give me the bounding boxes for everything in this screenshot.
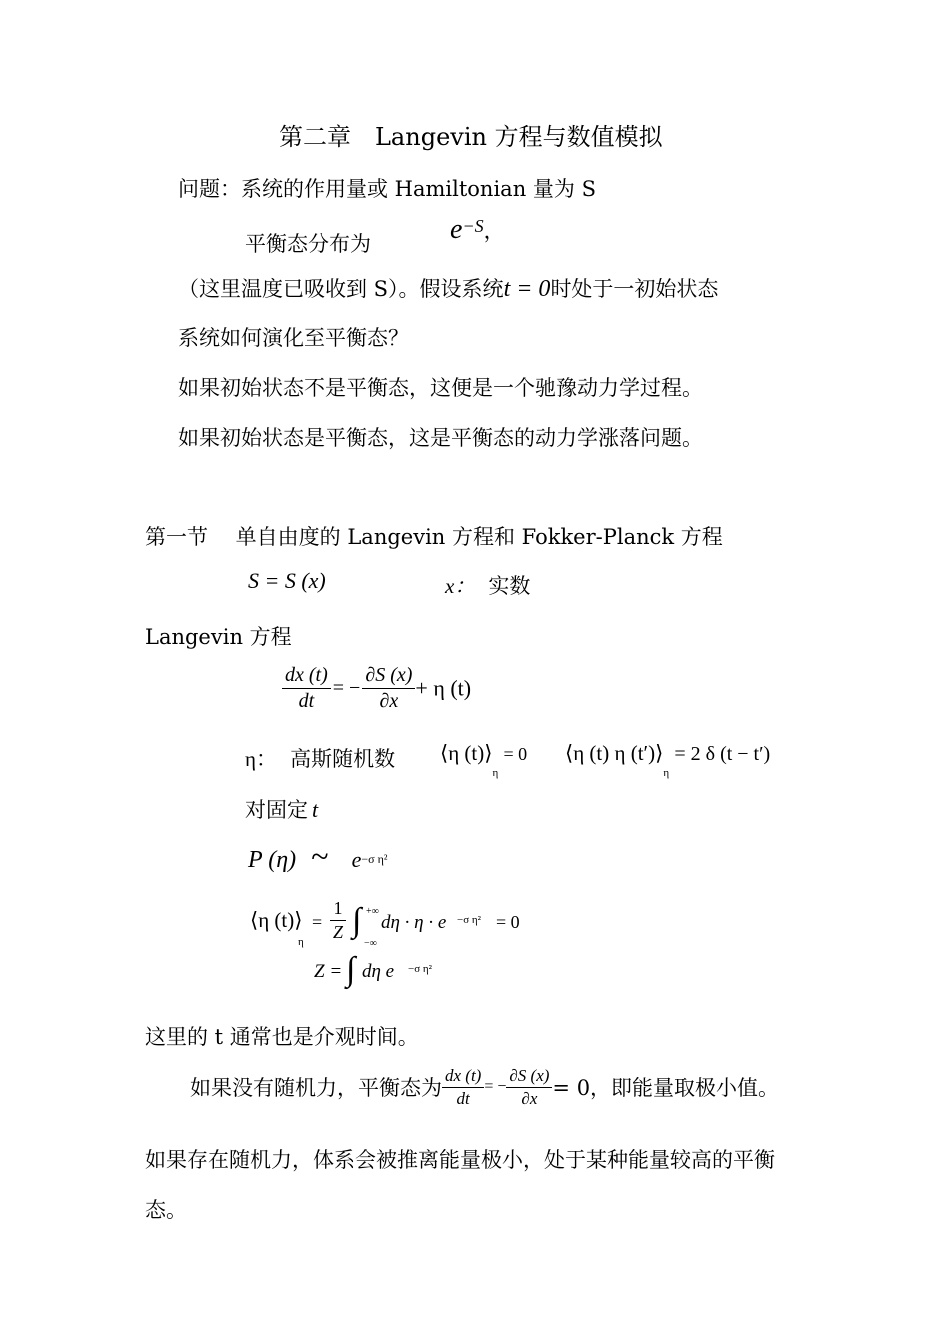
temp-note-suffix: 时处于一初始状态 (550, 277, 719, 301)
no-force-line (190, 1066, 779, 1122)
fixed-t-line (245, 794, 318, 824)
dt-denominator: dt (298, 690, 315, 712)
noise-term: + η (t) (415, 675, 472, 701)
langevin-label: Langevin 方程 (145, 625, 292, 649)
dS-numerator: ∂S (x) (362, 664, 415, 689)
mesoscopic-note: 这里的 t 通常也是介观时间。 (145, 1025, 419, 1049)
Z-def-lhs: Z = (314, 961, 343, 982)
integrand: dη · η · e (381, 912, 447, 933)
x-desc: 实数 (488, 574, 531, 598)
equilibrium-label: 平衡态分布为 (245, 232, 371, 256)
dx-denominator: ∂x (379, 690, 399, 712)
dS-dx-fraction (362, 664, 415, 713)
x-definition (445, 570, 530, 600)
comma: ， (483, 219, 505, 243)
Z-integrand: dη e (362, 961, 395, 982)
langevin-equation (282, 664, 471, 713)
exp-power: −S (462, 216, 484, 236)
question-line: 系统如何演化至平衡态？ (178, 326, 409, 350)
equals-minus: = − (332, 677, 361, 699)
problem-line: 问题：系统的作用量或 Hamiltonian 量为 S (178, 177, 596, 201)
lower-limit: −∞ (364, 938, 377, 949)
inline-dx-dt (442, 1066, 484, 1108)
eta-definition (245, 743, 395, 773)
eta-corr-subscript: η (663, 767, 670, 779)
Z-denominator: Z (333, 921, 344, 942)
avg-equals: = (312, 912, 323, 932)
upper-limit: +∞ (366, 906, 379, 917)
dist-exp-base: e (351, 847, 362, 872)
eta-label: η： (245, 747, 277, 771)
temp-note-prefix: （这里温度已吸收到 S）。假设系统 (178, 277, 504, 301)
dist-exp-power: −σ η² (361, 852, 388, 866)
dx-dt-fraction (282, 664, 331, 713)
dx-numerator: dx (t) (282, 664, 331, 689)
Z-integral-sign: ∫ (346, 951, 356, 988)
fixed-t-var: t (312, 797, 319, 822)
integrand-exp: −σ η² (457, 914, 481, 926)
inline-minus: = − (484, 1078, 507, 1096)
action-formula: S = S (x) (248, 568, 326, 593)
inline-dS-dx (506, 1066, 552, 1108)
equilibrium-formula (450, 214, 505, 246)
P-eta: P (η) (248, 847, 297, 873)
avg-result: = 0 (496, 912, 520, 932)
fluctuation-line: 如果初始状态是平衡态，这是平衡态的动力学涨落问题。 (178, 426, 703, 450)
no-force-prefix: 如果没有随机力，平衡态为 (190, 1076, 442, 1101)
eta-desc: 高斯随机数 (290, 747, 396, 771)
section-title: 第一节 单自由度的 Langevin 方程和 Fokker-Planck 方程 (145, 525, 723, 549)
relaxation-line: 如果初始状态不是平衡态，这便是一个驰豫动力学过程。 (178, 376, 703, 400)
Z-definition (314, 951, 514, 991)
chapter-title: 第二章 Langevin 方程与数值模拟 (279, 123, 663, 151)
avg-lhs: ⟨η (t)⟩ (250, 908, 303, 932)
eta-mean (440, 741, 527, 779)
fixed-t-label: 对固定 (245, 798, 308, 822)
one-over-Z (330, 898, 346, 942)
integral-sign: ∫ (352, 902, 362, 939)
with-force-line-2: 态。 (145, 1198, 187, 1222)
distribution-formula (248, 838, 388, 875)
eta-corr-expr: ⟨η (t) η (t′)⟩ (565, 741, 664, 765)
x-label: x： (445, 574, 476, 598)
temp-note (178, 273, 718, 303)
inline-dx2: ∂x (521, 1088, 538, 1108)
eta-mean-value: = 0 (503, 744, 528, 764)
avg-subscript: η (298, 936, 304, 948)
eta-mean-expr: ⟨η (t)⟩ (440, 741, 493, 765)
no-force-suffix: = 0，即能量取极小值。 (552, 1076, 780, 1101)
inline-dx: dx (t) (442, 1066, 484, 1088)
tilde: ~ (311, 838, 329, 874)
Z-exp: −σ η² (408, 963, 432, 975)
eta-mean-subscript: η (492, 767, 499, 779)
eta-corr-value: = 2 δ (t − t′) (674, 743, 771, 765)
inline-dS: ∂S (x) (506, 1066, 552, 1088)
exp-base: e (450, 214, 463, 245)
eta-correlation (565, 741, 770, 779)
inline-dt: dt (456, 1088, 470, 1108)
one: 1 (330, 898, 346, 921)
with-force-line-1: 如果存在随机力，体系会被推离能量极小，处于某种能量较高的平衡 (145, 1148, 775, 1172)
t-zero-formula: t = 0 (503, 276, 551, 302)
